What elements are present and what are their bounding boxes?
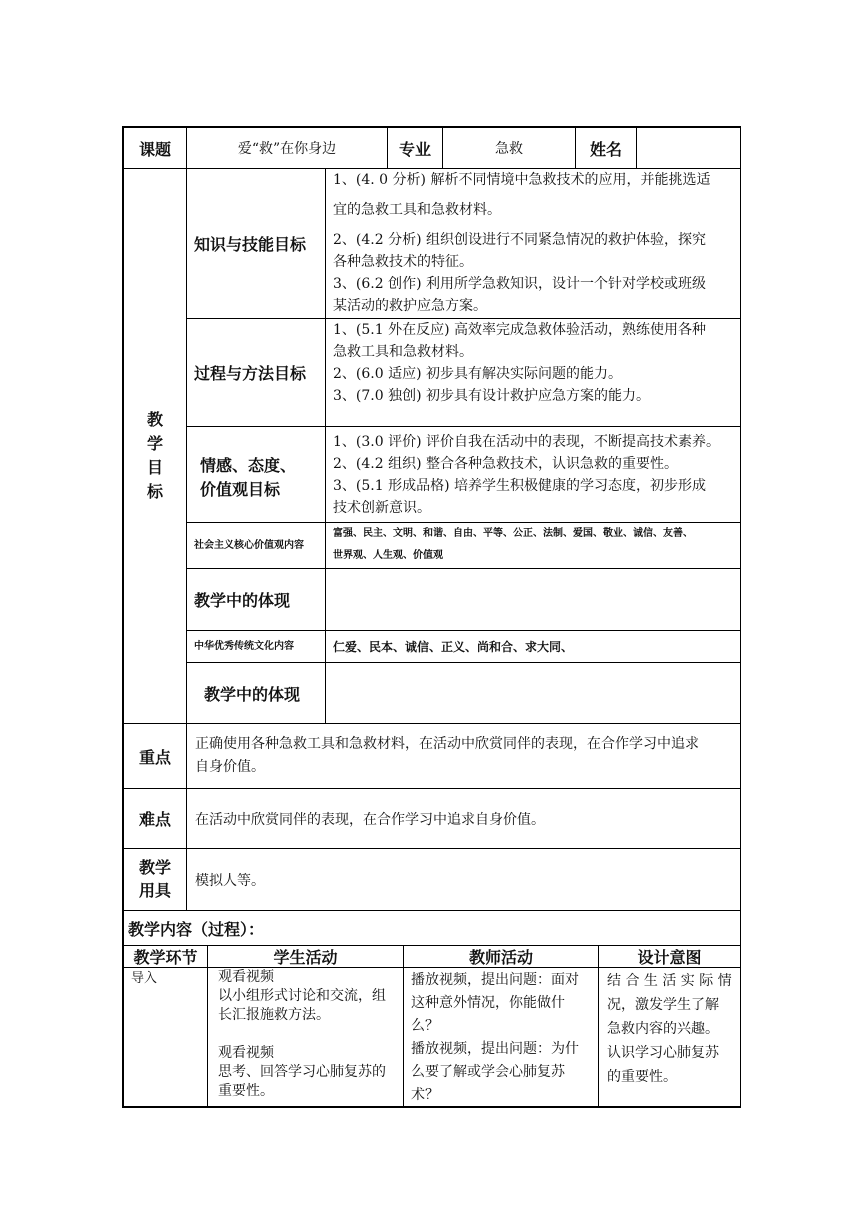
- col-header-student: 学生活动: [273, 948, 338, 967]
- emotion-content: 1、(3.0 评价) 评价自我在活动中的表现，不断提高技术素养。 2、(4.2 组织) 整合各种急救技术，认识急救的重要性。 3、(5.1 形成品格) 培养学生积极健康的学习态度，初步形成 技术创新意识。: [333, 434, 720, 516]
- key-points-content: 正确使用各种急救工具和急救材料，在活动中欣赏同伴的表现，在合作学习中追求 自身价值。: [195, 736, 699, 775]
- tools-content: 模拟人等。: [195, 872, 265, 889]
- difficulties-label: 难点: [138, 810, 171, 829]
- row-teacher-activity: 播放视频，提出问题：面对 这种意外情况，你能做什 么？ 播放视频，提出问题：为什 么要了解或学会心肺复苏 术？: [411, 972, 579, 1103]
- process-label: 过程与方法目标: [194, 364, 307, 383]
- row-student-activity: 观看视频 以小组形式讨论和交流，组 长汇报施救方法。 观看视频 思考、回答学习心肺复苏的 重要性。: [218, 969, 386, 1099]
- row-stage: 导入: [131, 971, 158, 986]
- row-design-intent: 结 合 生 活 实 际 情 况，激发学生了解 急救内容的兴趣。 认识学习心肺复苏 的重要性。: [607, 973, 732, 1085]
- name-value: [637, 128, 740, 168]
- content-title: 教学内容（过程）：: [128, 919, 265, 939]
- process-content: 1、(5.1 外在反应) 高效率完成急救体验活动，熟练使用各种 急救工具和急救材料。 2、(6.0 适应) 初步具有解决实际问题的能力。 3、(7.0 独创) 初步具有设计救护应急方案的能力。: [333, 322, 706, 404]
- major-label: 专业: [398, 139, 431, 159]
- key-points-label: 重点: [138, 747, 171, 767]
- embody-label-2: 教学中的体现: [204, 684, 301, 704]
- emotion-label: 情感、态度、 价值观目标: [200, 456, 297, 499]
- difficulties-content: 在活动中欣赏同伴的表现，在合作学习中追求自身价值。: [195, 811, 545, 828]
- objectives-label: 教 学 目 标: [146, 410, 163, 501]
- socialist-values-content: 富强、民主、文明、和谐、自由、平等、公正、法制、爱国、敬业、诚信、友善、 世界观、人生观、价值观: [333, 528, 693, 561]
- culture-label: 中华优秀传统文化内容: [194, 640, 294, 652]
- col-header-intent: 设计意图: [637, 948, 702, 967]
- major-value: 急救: [495, 141, 523, 157]
- tools-label: 教学 用具: [138, 858, 171, 900]
- name-label: 姓名: [589, 139, 622, 159]
- embody-value-1: [333, 569, 738, 630]
- topic-label: 课题: [138, 139, 171, 159]
- col-header-teacher: 教师活动: [468, 948, 533, 967]
- topic-value: 爱“救”在你身边: [237, 141, 337, 157]
- embody-value-2: [333, 663, 738, 723]
- socialist-values-label: 社会主义核心价值观内容: [194, 539, 304, 551]
- col-header-stage: 教学环节: [133, 948, 198, 967]
- knowledge-label: 知识与技能目标: [194, 235, 307, 254]
- embody-label-1: 教学中的体现: [194, 591, 291, 610]
- culture-value: 仁爱、民本、诚信、正义、尚和合、求大同、: [333, 640, 574, 654]
